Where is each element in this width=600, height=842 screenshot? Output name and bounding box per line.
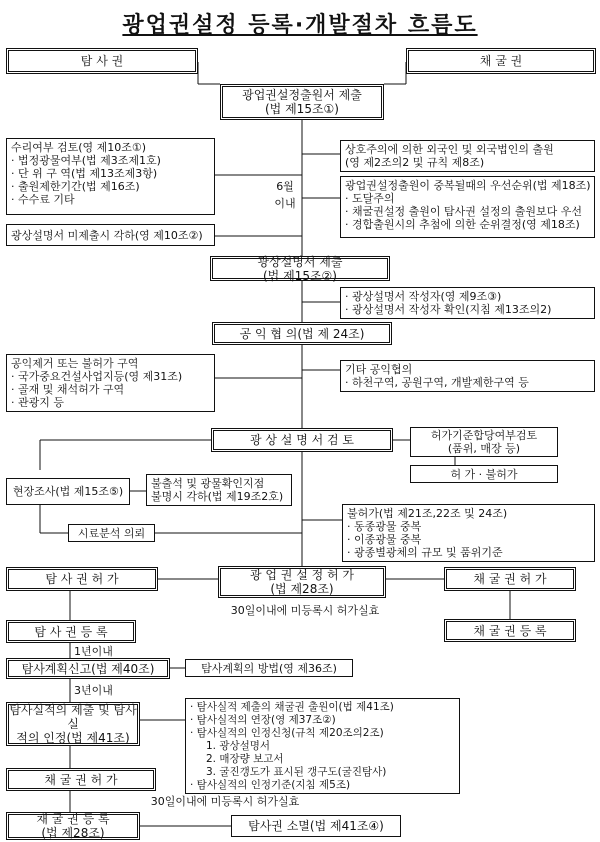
extraction-registration-2-box xyxy=(6,812,140,840)
permit-deny-label: 허 가 · 불허가 xyxy=(450,467,518,481)
extraction-permit-box xyxy=(444,567,576,591)
results-details-box xyxy=(185,698,460,794)
six-month-note xyxy=(268,180,302,210)
priority-item: · 채굴권설정 출원이 탐사권 설정의 출원보다 우선 xyxy=(345,205,582,218)
lapse-note-2: 30일이내에 미등록시 허가실효 xyxy=(150,795,300,808)
denial-header: 불허가(법 제21조,22조 및 24조) xyxy=(347,507,508,520)
plan-method-label: 탐사계획의 방법(영 제36조) xyxy=(201,661,337,675)
mining-rights-permit-box xyxy=(218,566,386,598)
mining-rights-header xyxy=(406,48,596,74)
other-consultation-box xyxy=(340,360,595,392)
review-header: 수리여부 검토(영 제10조①) xyxy=(11,141,147,154)
reciprocity-line1: 상호주의에 의한 외국인 및 외국법인의 출원 xyxy=(345,143,554,156)
deposit-review-box xyxy=(211,428,393,452)
exploration-permit-box xyxy=(6,567,158,591)
exploration-rights-label: 탐 사 권 xyxy=(80,54,124,68)
excluded-area-box xyxy=(6,354,215,412)
acceptance-review-box xyxy=(6,138,215,215)
deposit-submit-line1: 광상설명서 제출 xyxy=(257,254,343,269)
deposit-review-label: 광 상 설 명 서 검 토 xyxy=(249,433,355,447)
extraction-reg-2-line1: 채 굴 권 등 록 xyxy=(36,812,110,826)
extraction-permit-label: 채 굴 권 허 가 xyxy=(473,572,547,586)
within-1-year-note: 1년이내 xyxy=(74,645,113,658)
results-submit-line2: 적의 인정(법 제41조) xyxy=(16,731,130,745)
results-item: · 탐사실적의 연장(영 제37조②) xyxy=(190,714,336,726)
mining-permit-line1: 광 업 권 설 정 허 가 xyxy=(249,568,355,582)
six-month-line1: 6월 xyxy=(276,180,294,193)
deposit-submit-box xyxy=(210,256,390,281)
denial-reasons-box xyxy=(342,504,595,562)
six-month-line2: 이내 xyxy=(274,197,296,210)
criteria-line2: (품위, 매장 등) xyxy=(447,442,521,455)
results-subitem: 1. 광상설명서 xyxy=(206,740,271,752)
review-item: · 수수료 기타 xyxy=(11,193,75,206)
other-item: · 하천구역, 공원구역, 개발제한구역 등 xyxy=(345,376,529,389)
results-submit-box xyxy=(6,702,140,746)
within-3-years-note: 3년이내 xyxy=(74,684,113,697)
deposit-items-box xyxy=(340,287,595,319)
exploration-rights-header xyxy=(6,48,198,74)
plan-method-box xyxy=(185,659,353,677)
excluded-item: · 국가중요건설사업지등(영 제31조) xyxy=(11,370,183,383)
denial-item: · 이종광물 중복 xyxy=(347,533,422,546)
review-item: · 법정광물여부(법 제3조제1호) xyxy=(11,154,161,167)
field-survey-label: 현장조사(법 제15조⑤) xyxy=(12,485,124,498)
priority-item: · 경합출원시의 추첨에 의한 순위결정(영 제18조) xyxy=(345,218,580,231)
mining-permit-line2: (법 제28조) xyxy=(270,582,334,596)
application-line2: (법 제15조①) xyxy=(265,102,339,116)
absence-line1: 불출석 및 광물확인지점 xyxy=(151,477,265,490)
permit-deny-box xyxy=(410,465,558,483)
excluded-header: 공익제거 또는 불허가 구역 xyxy=(11,357,139,370)
plan-report-label: 탐사계획신고(법 제40조) xyxy=(21,661,155,676)
deposit-item: · 광상설명서 작성자 확인(지침 제13조의2) xyxy=(345,303,552,316)
absence-dismissal-box xyxy=(146,474,292,506)
extraction-reg-2-line2: (법 제28조) xyxy=(41,826,105,840)
deposit-item: · 광상설명서 작성자(영 제9조③) xyxy=(345,290,502,303)
absence-line2: 불명시 각하(법 제19조2호) xyxy=(151,490,284,503)
priority-item: · 도달주의 xyxy=(345,192,395,205)
criteria-line1: 허가기준합당여부검토 xyxy=(430,429,538,442)
application-submit-box xyxy=(220,84,384,120)
denial-item: · 광종별광체의 규모 및 품위기준 xyxy=(347,546,503,559)
public-interest-box xyxy=(212,322,392,345)
priority-header: 광업권설정출원이 중복될때의 우선순위(법 제18조) xyxy=(345,179,591,192)
results-subitem: 3. 굴진갱도가 표시된 갱구도(굴진탐사) xyxy=(206,766,387,778)
deposit-submit-line2: (법 제15조②) xyxy=(263,268,337,283)
reciprocity-line2: (영 제2조의2 및 규칙 제8조) xyxy=(345,156,485,169)
other-header: 기타 공익협의 xyxy=(345,363,413,376)
extraction-permit-2-box xyxy=(6,768,156,791)
field-survey-box xyxy=(6,478,130,505)
exploration-extinction-label: 탐사권 소멸(법 제41조④) xyxy=(248,819,384,833)
extraction-registration-label: 채 굴 권 등 록 xyxy=(473,623,547,638)
reciprocity-box xyxy=(340,140,595,172)
results-item: · 탐사실적 제출의 채굴권 출원이(법 제41조) xyxy=(190,701,394,713)
results-item: · 탐사실적의 인정기준(지침 제5조) xyxy=(190,779,351,791)
review-item: · 출원제한기간(법 제16조) xyxy=(11,180,140,193)
exploration-extinction-box xyxy=(231,815,401,837)
sample-analysis-box xyxy=(68,524,155,542)
extraction-registration-box xyxy=(444,619,576,642)
exploration-registration-label: 탐 사 권 등 록 xyxy=(34,624,108,639)
sample-analysis-label: 시료분석 의뢰 xyxy=(77,526,146,540)
denial-item: · 동종광물 중복 xyxy=(347,520,422,533)
results-subitem: 2. 매장량 보고서 xyxy=(206,753,284,765)
extraction-permit-2-label: 채 굴 권 허 가 xyxy=(44,772,118,787)
exploration-permit-label: 탐 사 권 허 가 xyxy=(45,572,119,586)
application-line1: 광업권설정출원서 제출 xyxy=(242,88,362,102)
excluded-item: · 관광지 등 xyxy=(11,396,64,409)
priority-box xyxy=(340,176,595,238)
page-title: 광업권설정 등록·개발절차 흐름도 xyxy=(122,13,478,38)
review-item: · 단 위 구 역(법 제13조제3항) xyxy=(11,167,158,180)
results-submit-line1: 탐사실적의 제출 및 탐사실 xyxy=(9,703,137,731)
lapse-note-1: 30일이내에 미등록시 허가실효 xyxy=(230,604,380,617)
mining-rights-label: 채 굴 권 xyxy=(479,54,523,68)
excluded-item: · 골재 및 채석허가 구역 xyxy=(11,383,125,396)
dismissal-box xyxy=(6,224,215,246)
results-item: · 탐사실적의 인정신청(규칙 제20조의2조) xyxy=(190,727,384,739)
public-interest-label: 공 익 협 의(법 제 24조) xyxy=(239,326,365,341)
exploration-registration-box xyxy=(6,620,136,643)
criteria-box xyxy=(410,427,558,457)
plan-report-box xyxy=(6,658,170,679)
dismissal-text: 광상설명서 미제출시 각하(영 제10조②) xyxy=(11,228,203,242)
